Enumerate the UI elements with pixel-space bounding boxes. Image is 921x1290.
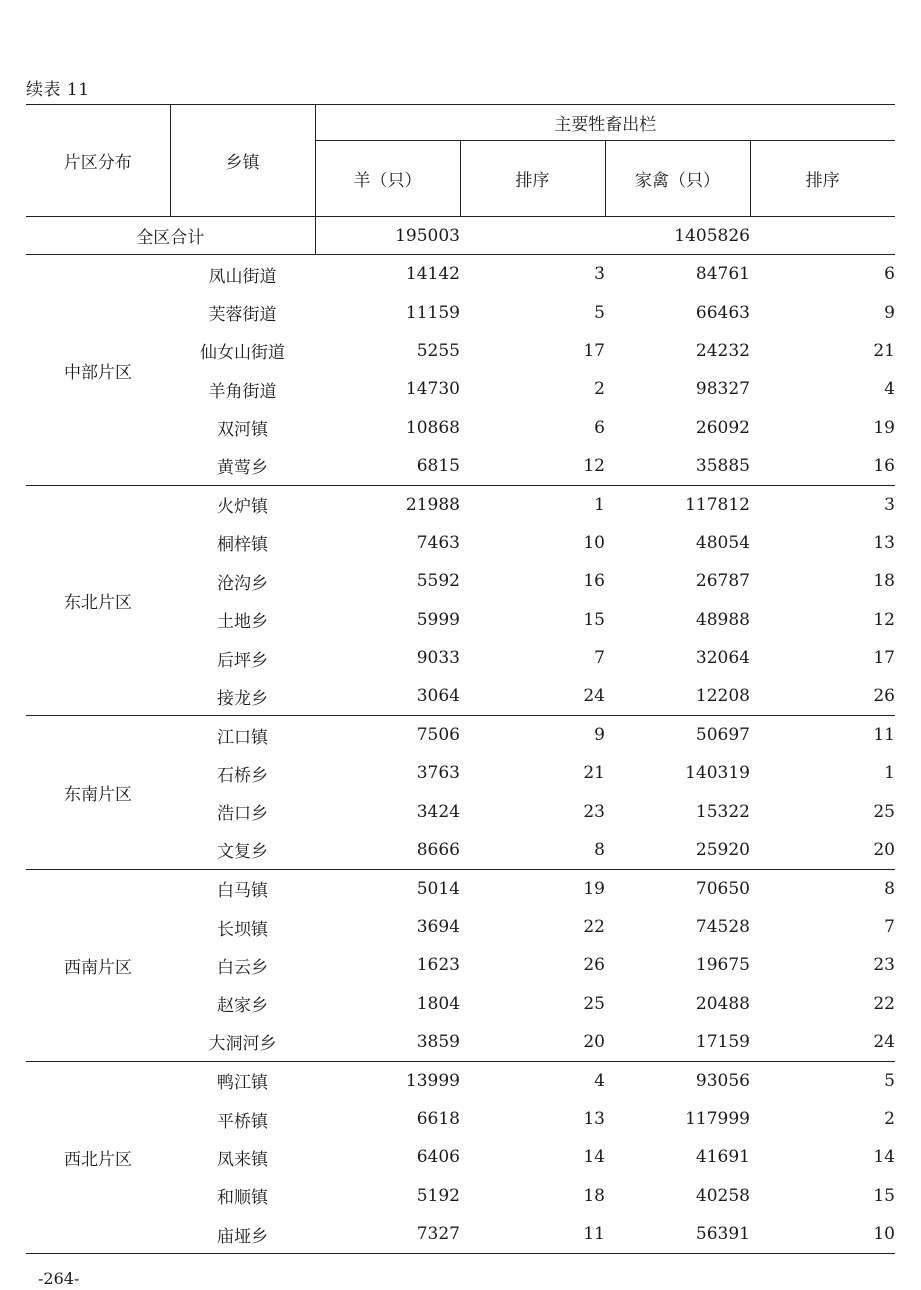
poultry-rank: 17 [873,648,895,669]
sheep-rank: 21 [583,763,605,784]
sheep-rank: 18 [583,1185,605,1206]
header-region: 片区分布 [26,105,170,217]
poultry-count: 117999 [685,1109,750,1130]
town-name: 土地乡 [217,612,268,633]
livestock-table [26,104,895,1254]
sheep-rank: 1 [594,494,605,515]
table-caption: 续表 11 [26,80,90,100]
poultry-rank: 9 [884,302,895,323]
poultry-rank: 1 [884,763,895,784]
town-name: 接龙乡 [170,677,315,715]
total-poultry-rank-empty [750,217,895,255]
poultry-rank: 16 [750,447,895,485]
page-number: -264- [38,1269,80,1288]
sheep-count: 5999 [416,609,460,630]
poultry-count: 25920 [605,831,750,869]
sheep-rank: 22 [583,917,605,938]
sheep-count: 1804 [416,993,460,1014]
sheep-rank: 25 [583,993,605,1014]
sheep-count: 9033 [416,648,460,669]
table-row [26,255,895,293]
poultry-rank: 19 [873,417,895,438]
sheep-count: 13999 [405,1070,460,1091]
sheep-count: 5192 [416,1185,460,1206]
town-name: 双河镇 [217,420,268,441]
header-sheep: 羊（只） [315,141,460,217]
sheep-count: 3064 [315,677,460,715]
poultry-rank: 3 [884,494,895,515]
table-row [26,1061,895,1099]
sheep-count: 6406 [416,1147,460,1168]
sheep-count: 14730 [405,379,460,400]
sheep-rank: 4 [594,1070,605,1091]
sheep-count: 11159 [405,302,460,323]
poultry-count: 66463 [695,302,750,323]
town-name: 庙垭乡 [170,1215,315,1253]
poultry-count: 24232 [695,340,750,361]
poultry-rank: 25 [873,801,895,822]
sheep-rank: 16 [583,571,605,592]
poultry-rank: 2 [884,1109,895,1130]
sheep-rank: 10 [583,532,605,553]
header-poultry: 家禽（只） [605,141,750,217]
total-label: 全区合计 [26,217,315,255]
sheep-count: 5255 [416,340,460,361]
town-name: 火炉镇 [217,497,268,518]
poultry-count: 98327 [695,379,750,400]
sheep-count: 8666 [315,831,460,869]
header-poultry-rank: 排序 [750,141,895,217]
poultry-rank: 11 [873,725,895,746]
poultry-rank: 21 [873,340,895,361]
sheep-rank: 26 [583,955,605,976]
sheep-count: 3763 [416,763,460,784]
sheep-count: 14142 [405,264,460,285]
poultry-count: 15322 [695,801,750,822]
poultry-count: 40258 [695,1185,750,1206]
town-name: 羊角街道 [208,381,277,402]
sheep-rank: 2 [594,379,605,400]
header-livestock-group: 主要牲畜出栏 [315,105,895,141]
poultry-rank: 24 [750,1023,895,1061]
poultry-rank: 23 [873,955,895,976]
town-name: 和顺镇 [217,1188,268,1209]
sheep-count: 5014 [416,878,460,899]
town-name: 桐梓镇 [217,535,268,556]
poultry-rank: 4 [884,379,895,400]
town-name: 石桥乡 [217,765,268,786]
poultry-count: 56391 [605,1215,750,1253]
sheep-rank: 23 [583,801,605,822]
sheep-rank: 8 [460,831,605,869]
region-name: 西南片区 [26,869,170,1061]
sheep-rank: 12 [460,447,605,485]
poultry-rank: 8 [884,878,895,899]
sheep-rank: 9 [594,725,605,746]
poultry-count: 140319 [685,763,750,784]
poultry-count: 20488 [695,993,750,1014]
poultry-rank: 13 [873,532,895,553]
poultry-count: 48988 [695,609,750,630]
sheep-rank: 20 [460,1023,605,1061]
sheep-count: 6815 [315,447,460,485]
sheep-rank: 13 [583,1109,605,1130]
sheep-rank: 5 [594,302,605,323]
poultry-rank: 14 [873,1147,895,1168]
poultry-rank: 10 [750,1215,895,1253]
poultry-count: 50697 [695,725,750,746]
sheep-rank: 6 [594,417,605,438]
region-name: 西北片区 [26,1061,170,1253]
table-row [26,716,895,754]
town-name: 浩口乡 [217,804,268,825]
total-poultry: 1405826 [460,217,750,255]
town-name: 平桥镇 [217,1111,268,1132]
town-name: 凤来镇 [217,1149,268,1170]
poultry-count: 35885 [605,447,750,485]
town-name: 鸭江镇 [217,1073,268,1094]
poultry-rank: 7 [884,917,895,938]
poultry-rank: 5 [884,1070,895,1091]
town-name: 后坪乡 [217,650,268,671]
poultry-count: 93056 [695,1070,750,1091]
sheep-rank: 11 [460,1215,605,1253]
sheep-count: 7327 [315,1215,460,1253]
sheep-count: 7506 [416,725,460,746]
town-name: 白马镇 [217,881,268,902]
sheep-rank: 17 [583,340,605,361]
sheep-count: 3694 [416,917,460,938]
table-row [26,869,895,907]
sheep-count: 10868 [405,417,460,438]
table-row [26,485,895,523]
sheep-count: 21988 [405,494,460,515]
table-header [26,105,895,217]
poultry-count: 12208 [605,677,750,715]
total-sheep: 195003 [315,217,460,255]
sheep-count: 3424 [416,801,460,822]
poultry-count: 48054 [695,532,750,553]
poultry-rank: 18 [873,571,895,592]
poultry-count: 32064 [695,648,750,669]
region-name: 中部片区 [26,255,170,485]
poultry-count: 26092 [695,417,750,438]
sheep-count: 5592 [416,571,460,592]
town-name: 凤山街道 [208,266,277,287]
poultry-count: 26787 [695,571,750,592]
sheep-count: 6618 [416,1109,460,1130]
sheep-count: 1623 [416,955,460,976]
town-name: 江口镇 [217,727,268,748]
sheep-rank: 15 [583,609,605,630]
poultry-count: 41691 [695,1147,750,1168]
poultry-rank: 26 [750,677,895,715]
poultry-count: 17159 [605,1023,750,1061]
header-town: 乡镇 [170,105,315,217]
town-name: 沧沟乡 [217,573,268,594]
poultry-count: 74528 [695,917,750,938]
sheep-rank: 19 [583,878,605,899]
region-name: 东南片区 [26,716,170,870]
poultry-count: 70650 [695,878,750,899]
sheep-rank: 3 [594,264,605,285]
sheep-rank: 7 [594,648,605,669]
sheep-count: 3859 [315,1023,460,1061]
poultry-count: 117812 [685,494,750,515]
sheep-rank: 14 [583,1147,605,1168]
sheep-rank: 24 [460,677,605,715]
town-name: 大洞河乡 [170,1023,315,1061]
town-name: 赵家乡 [217,996,268,1017]
town-name: 仙女山街道 [200,343,285,364]
poultry-rank: 20 [750,831,895,869]
poultry-rank: 6 [884,264,895,285]
poultry-rank: 12 [873,609,895,630]
region-name: 东北片区 [26,485,170,715]
town-name: 黄莺乡 [170,447,315,485]
town-name: 芙蓉街道 [208,305,277,326]
town-name: 长坝镇 [217,919,268,940]
town-name: 白云乡 [217,957,268,978]
poultry-count: 84761 [695,264,750,285]
sheep-count: 7463 [416,532,460,553]
header-sheep-rank: 排序 [460,141,605,217]
total-row [26,217,895,255]
poultry-rank: 22 [873,993,895,1014]
table-body [26,217,895,1254]
town-name: 文复乡 [170,831,315,869]
poultry-count: 19675 [695,955,750,976]
poultry-rank: 15 [873,1185,895,1206]
